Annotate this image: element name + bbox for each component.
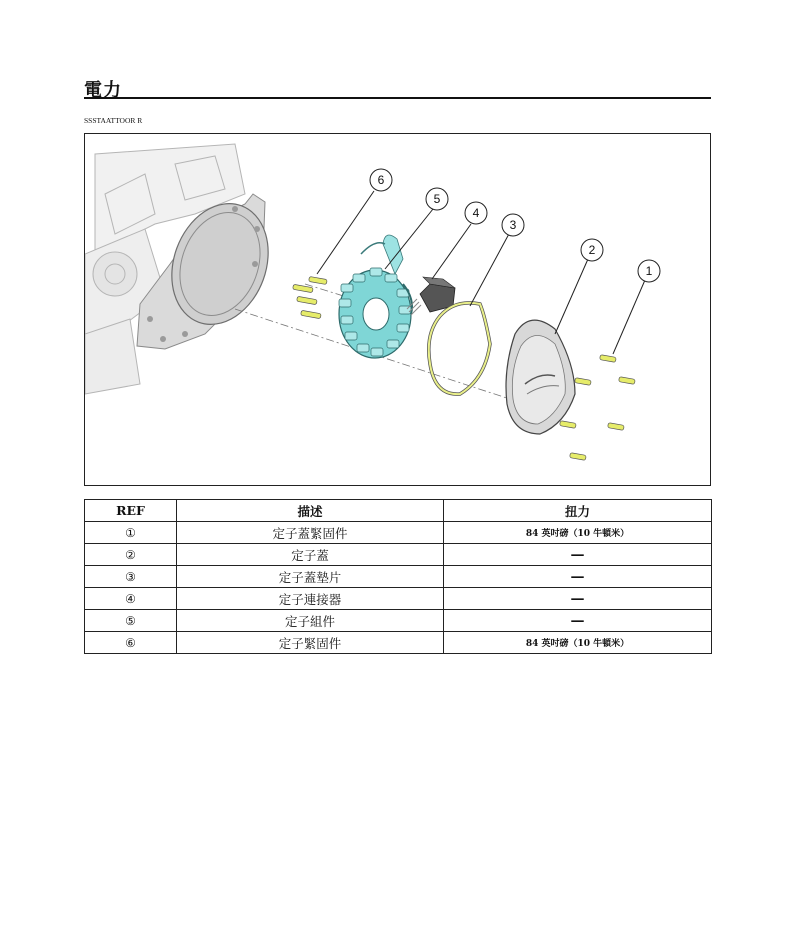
callout-label: 4 bbox=[472, 206, 480, 220]
torque-cell: — bbox=[570, 612, 585, 629]
title-divider bbox=[84, 97, 711, 99]
page-title: 電力 bbox=[84, 80, 122, 101]
callout-label: 3 bbox=[509, 218, 517, 232]
torque-spec-table bbox=[84, 499, 712, 654]
callout-5 bbox=[426, 188, 448, 210]
ref-cell: ③ bbox=[85, 566, 177, 588]
table-row bbox=[85, 632, 712, 654]
callout-1 bbox=[638, 260, 660, 282]
callout-bubbles bbox=[370, 169, 660, 282]
exploded-view-figure bbox=[84, 133, 711, 486]
torque-cell: — bbox=[570, 568, 585, 585]
description-cell: 定子蓋緊固件 bbox=[177, 522, 444, 544]
description-cell: 定子組件 bbox=[177, 610, 444, 632]
document-code: SSSTAATTOOR R bbox=[84, 116, 143, 125]
description-cell: 定子蓋 bbox=[177, 544, 444, 566]
callout-label: 2 bbox=[588, 243, 596, 257]
table-row bbox=[85, 610, 712, 632]
callout-6 bbox=[370, 169, 392, 191]
exploded-view-illustration bbox=[85, 134, 710, 485]
callout-4 bbox=[465, 202, 487, 224]
torque-cell: — bbox=[570, 546, 585, 563]
table-row bbox=[85, 522, 712, 544]
ref-cell: ④ bbox=[85, 588, 177, 610]
description-cell: 定子緊固件 bbox=[177, 632, 444, 654]
stator-assembly bbox=[339, 235, 412, 358]
ref-cell: ② bbox=[85, 544, 177, 566]
description-cell: 定子蓋墊片 bbox=[177, 566, 444, 588]
torque-cell: — bbox=[570, 590, 585, 607]
table-header-row bbox=[85, 500, 712, 522]
ref-cell: ① bbox=[85, 522, 177, 544]
header-ref: REF bbox=[85, 500, 177, 522]
stator-cover-gasket bbox=[429, 303, 490, 394]
callout-label: 6 bbox=[377, 173, 385, 187]
ref-cell: ⑤ bbox=[85, 610, 177, 632]
callout-2 bbox=[581, 239, 603, 261]
torque-cell: 84 英吋磅（10 牛頓米） bbox=[444, 522, 712, 544]
callout-3 bbox=[502, 214, 524, 236]
description-cell: 定子連接器 bbox=[177, 588, 444, 610]
table-row bbox=[85, 544, 712, 566]
ref-cell: ⑥ bbox=[85, 632, 177, 654]
table-row bbox=[85, 566, 712, 588]
stator-fasteners bbox=[293, 276, 328, 318]
table-row bbox=[85, 588, 712, 610]
callout-label: 5 bbox=[433, 192, 441, 206]
header-torque: 扭力 bbox=[444, 500, 712, 522]
header-description: 描述 bbox=[177, 500, 444, 522]
torque-cell: 84 英吋磅（10 牛頓米） bbox=[444, 632, 712, 654]
stator-cover bbox=[506, 320, 575, 434]
callout-label: 1 bbox=[645, 264, 653, 278]
